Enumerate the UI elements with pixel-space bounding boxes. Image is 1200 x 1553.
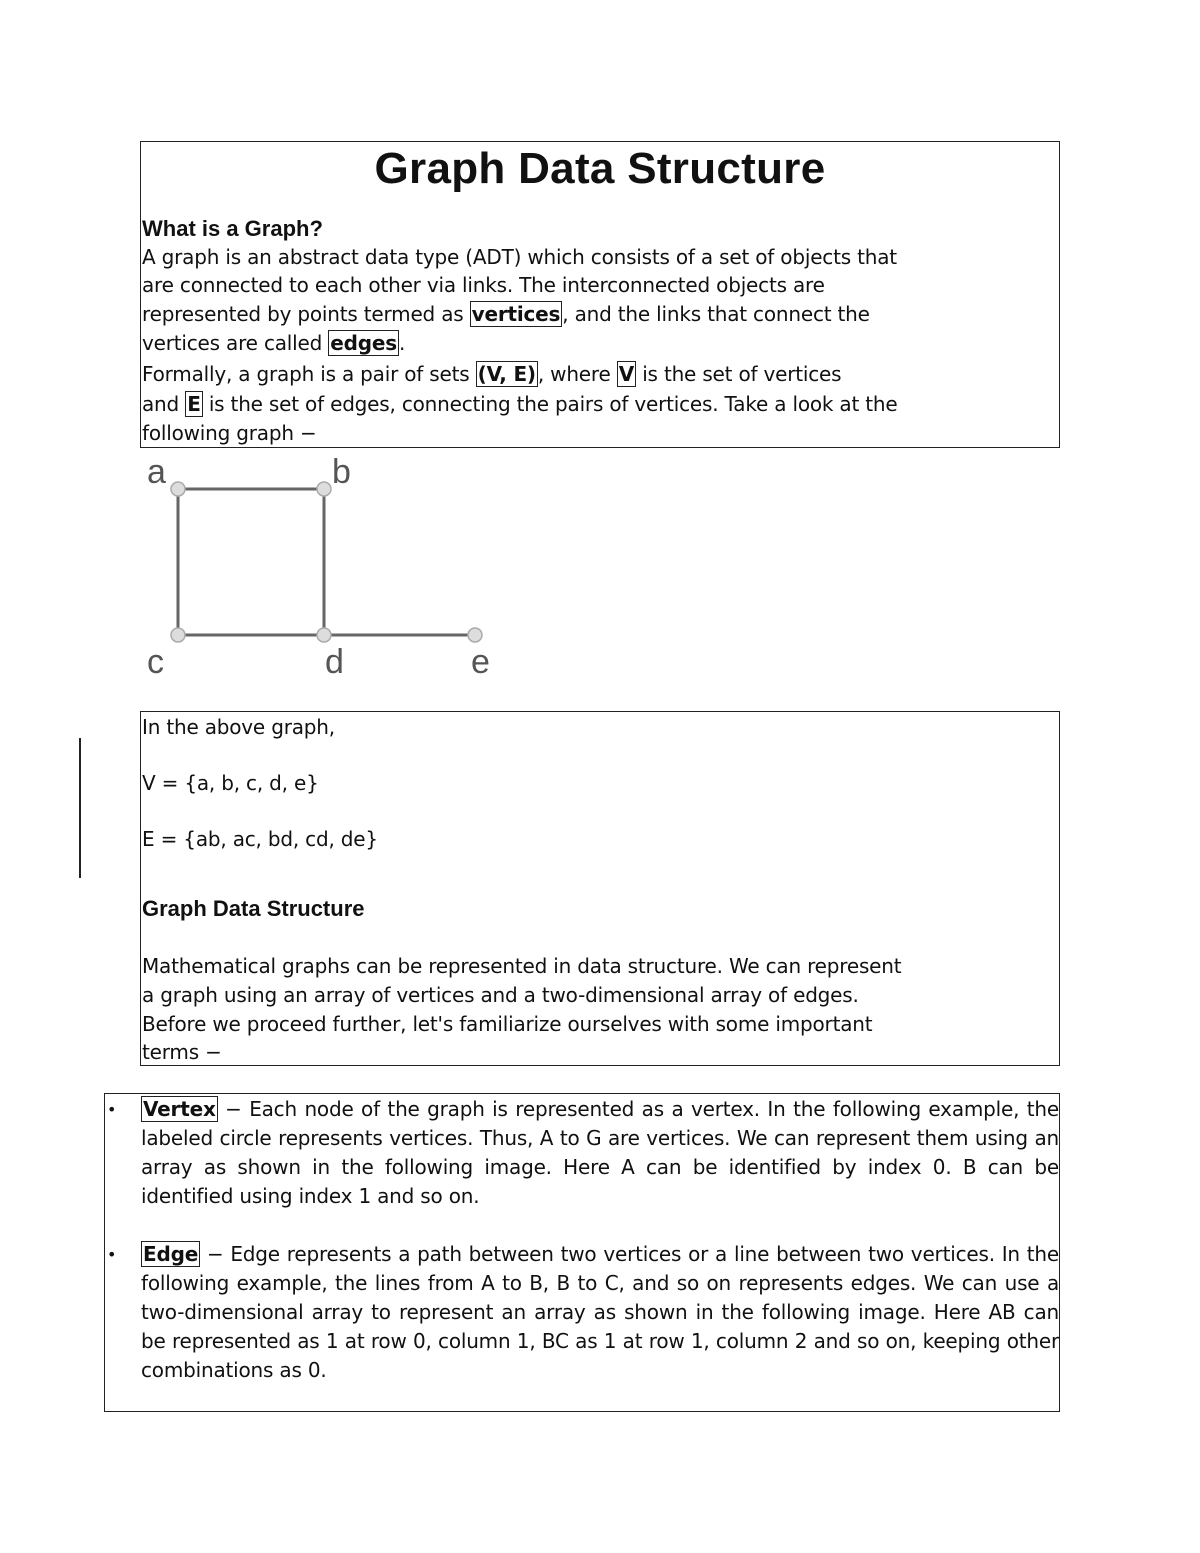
term-description: − Edge represents a path between two vertices or a line between two vertices. In the following example, the lines from A to B, B to C, and so on represents edges. We can use a two-dimensional array to represent an array as shown in the following image. Here AB can be represented as 1 at row 0, column 1, BC as 1 at row 1, column 2 and so on, keeping other combinations as 0.	[141, 1242, 1059, 1382]
vertex-c	[171, 628, 185, 642]
text: is the set of vertices	[636, 362, 842, 386]
change-bar	[79, 738, 81, 878]
term-edge	[107, 1240, 1059, 1385]
keyword-e: E	[187, 392, 201, 416]
text: Formally, a graph is a pair of sets	[142, 362, 476, 386]
text: , and the links that connect the	[562, 302, 870, 326]
terms-box	[104, 1093, 1060, 1412]
text-line: A graph is an abstract data type (ADT) which consists of a set of objects that	[142, 245, 897, 269]
page-title: Graph Data Structure	[374, 144, 826, 193]
vertex-label-c: c	[147, 643, 164, 681]
text: , where	[537, 362, 617, 386]
bullet-icon: •	[107, 1245, 117, 1264]
keyword-ve: (V, E)	[477, 362, 536, 386]
text-line: Before we proceed further, let's familiarize ourselves with some important	[142, 1012, 873, 1036]
text-line: Mathematical graphs can be represented in data structure. We can represent	[142, 954, 902, 978]
section-heading: Graph Data Structure	[142, 896, 365, 921]
term-label: Vertex	[143, 1097, 216, 1121]
text-line: following graph −	[142, 421, 317, 445]
graph-diagram	[0, 0, 1200, 700]
text: .	[398, 331, 406, 355]
vertex-label-b: b	[332, 453, 351, 491]
vertex-label-d: d	[325, 643, 344, 681]
vertex-label-e: e	[471, 643, 490, 681]
section-heading: What is a Graph?	[142, 216, 323, 241]
term-vertex	[107, 1095, 1059, 1211]
term-label: Edge	[143, 1242, 199, 1266]
text: and	[142, 392, 186, 416]
vertex-a	[171, 482, 185, 496]
vertex-e	[468, 628, 482, 642]
text: represented by points termed as	[142, 302, 470, 326]
text-line: a graph using an array of vertices and a two-dimensional array of edges.	[142, 983, 859, 1007]
vertex-b	[317, 482, 331, 496]
vertex-set: V = {a, b, c, d, e}	[142, 771, 319, 795]
term-description: − Each node of the graph is represented as a vertex. In the following example, the labeled circle represents vertices. Thus, A to G are vertices. We can represent them using an array as shown in the following image. Here A can be identified by index 0. B can be identified using index 1 and so on.	[141, 1097, 1059, 1208]
text: is the set of edges, connecting the pairs of vertices. Take a look at the	[202, 392, 898, 416]
edge-set: E = {ab, ac, bd, cd, de}	[142, 827, 378, 851]
keyword-v: V	[618, 362, 635, 386]
definition-box	[140, 711, 1060, 1066]
keyword-vertices: vertices	[471, 302, 561, 326]
vertex-label-a: a	[147, 453, 166, 491]
text-line: In the above graph,	[142, 715, 335, 739]
text-line: terms −	[142, 1040, 222, 1064]
bullet-icon: •	[107, 1100, 117, 1119]
text: vertices are called	[142, 331, 329, 355]
vertex-d	[317, 628, 331, 642]
keyword-edges: edges	[330, 331, 397, 355]
text-line: are connected to each other via links. The interconnected objects are	[142, 273, 825, 297]
